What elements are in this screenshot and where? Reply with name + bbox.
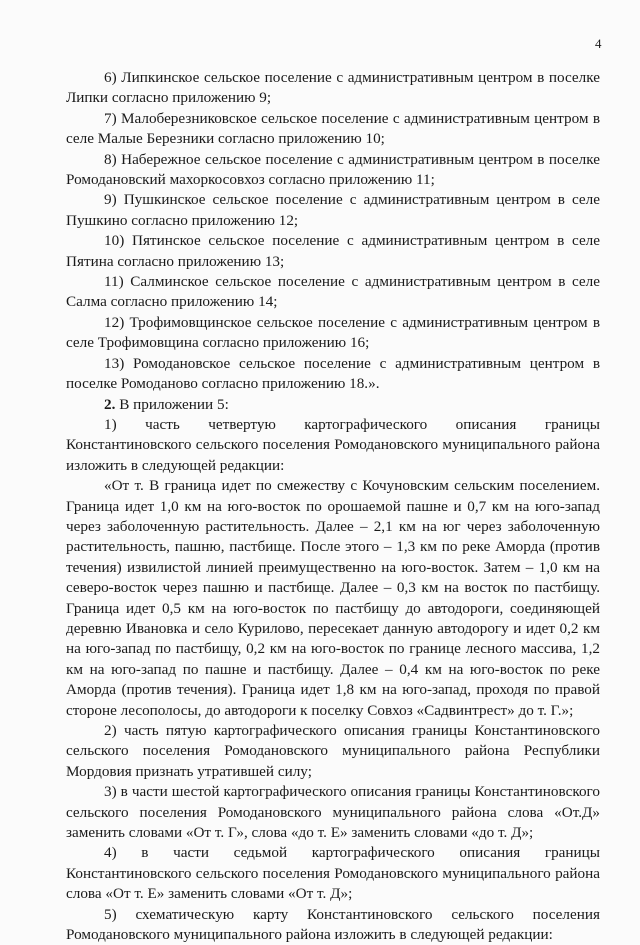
amendment-item-2: 2) часть пятую картографического описания границы Константиновского сельского поселения Ромодановского муниципального района Республики Мордовия признать утратившей силу; — [66, 722, 600, 780]
document-body — [66, 68, 600, 945]
paragraph-item-12: 12) Трофимовщинское сельское поселение с административным центром в селе Трофимовщина согласно приложению 16; — [66, 313, 600, 352]
paragraph-item-7: 7) Малоберезниковское сельское поселение с административным центром в селе Малые Березники согласно приложению 10; — [66, 109, 600, 148]
paragraph-item-9: 9) Пушкинское сельское поселение с административным центром в селе Пушкино согласно приложению 12; — [66, 191, 600, 229]
paragraph-item-8: 8) Набережное сельское поселение с административным центром в поселке Ромодановский махоркосовхоз согласно приложению 11; — [66, 150, 600, 189]
amendment-item-5: 5) схематическую карту Константиновского сельского поселения Ромодановского муниципального района изложить в следующей редакции: — [66, 905, 600, 944]
amendment-item-3: 3) в части шестой картографического описания границы Константиновского сельского поселения Ромодановского муниципального района слова «От.Д» заменить словами «От т. Г», слова «до т. Е» заменить словами «до т. Д»; — [66, 783, 600, 842]
amendment-item-1: 1) часть четвертую картографического описания границы Константиновского сельского поселения Ромодановского муниципального района изложить в следующей редакции: — [66, 415, 600, 474]
boundary-description-quote: «От т. В граница идет по смежеству с Кочуновским сельским поселением. Граница идет 1,0 км на юго-восток по орошаемой пашне и 0,7 км на юго-запад через заболоченную растительность. Далее – 2,1 км на юг через заболоченную растительность, пашню, пастбище. После этого – 1,3 км по реке Аморда (против течения) извилистой линией преимущественно на юго-восток. Затем – 1,0 км на северо-восток через пашню и пастбище. Далее – 0,3 км на восток по пастбищу. Граница идет 0,5 км на юго-восток по пастбищу до автодороги, соединяющей деревню Ивановка и село Курилово, пересекает данную автодорогу и идет 0,2 км на юго-запад по пастбищу, 0,2 км на юго-восток по границе лесного массива, 1,2 км на юго-запад по пашне и пастбищу. Далее – 0,4 км на юго-восток по реке Аморда (против течения). Граница идет 1,8 км на юго-запад, проходя по правой стороне лесополосы, до автодороги к поселку Совхоз «Садвинтрест» до т. Г.»; — [66, 477, 600, 719]
section-number: 2. — [104, 395, 116, 413]
section-heading — [66, 395, 600, 415]
paragraph-item-13: 13) Ромодановское сельское поселение с административным центром в поселке Ромоданово согласно приложению 18.». — [66, 354, 600, 393]
paragraph-item-11: 11) Салминское сельское поселение с административным центром в селе Салма согласно приложению 14; — [66, 273, 600, 311]
section-heading-text: В приложении 5: — [115, 395, 229, 413]
paragraph-item-6: 6) Липкинское сельское поселение с административным центром в поселке Липки согласно приложению 9; — [66, 69, 600, 107]
paragraph-item-10: 10) Пятинское сельское поселение с административным центром в селе Пятина согласно приложению 13; — [66, 232, 600, 270]
page-number: 4 — [595, 36, 602, 51]
amendment-item-4: 4) в части седьмой картографического описания границы Константиновского сельского поселения Ромодановского муниципального района слова «От т. Е» заменить словами «От т. Д»; — [66, 844, 600, 903]
